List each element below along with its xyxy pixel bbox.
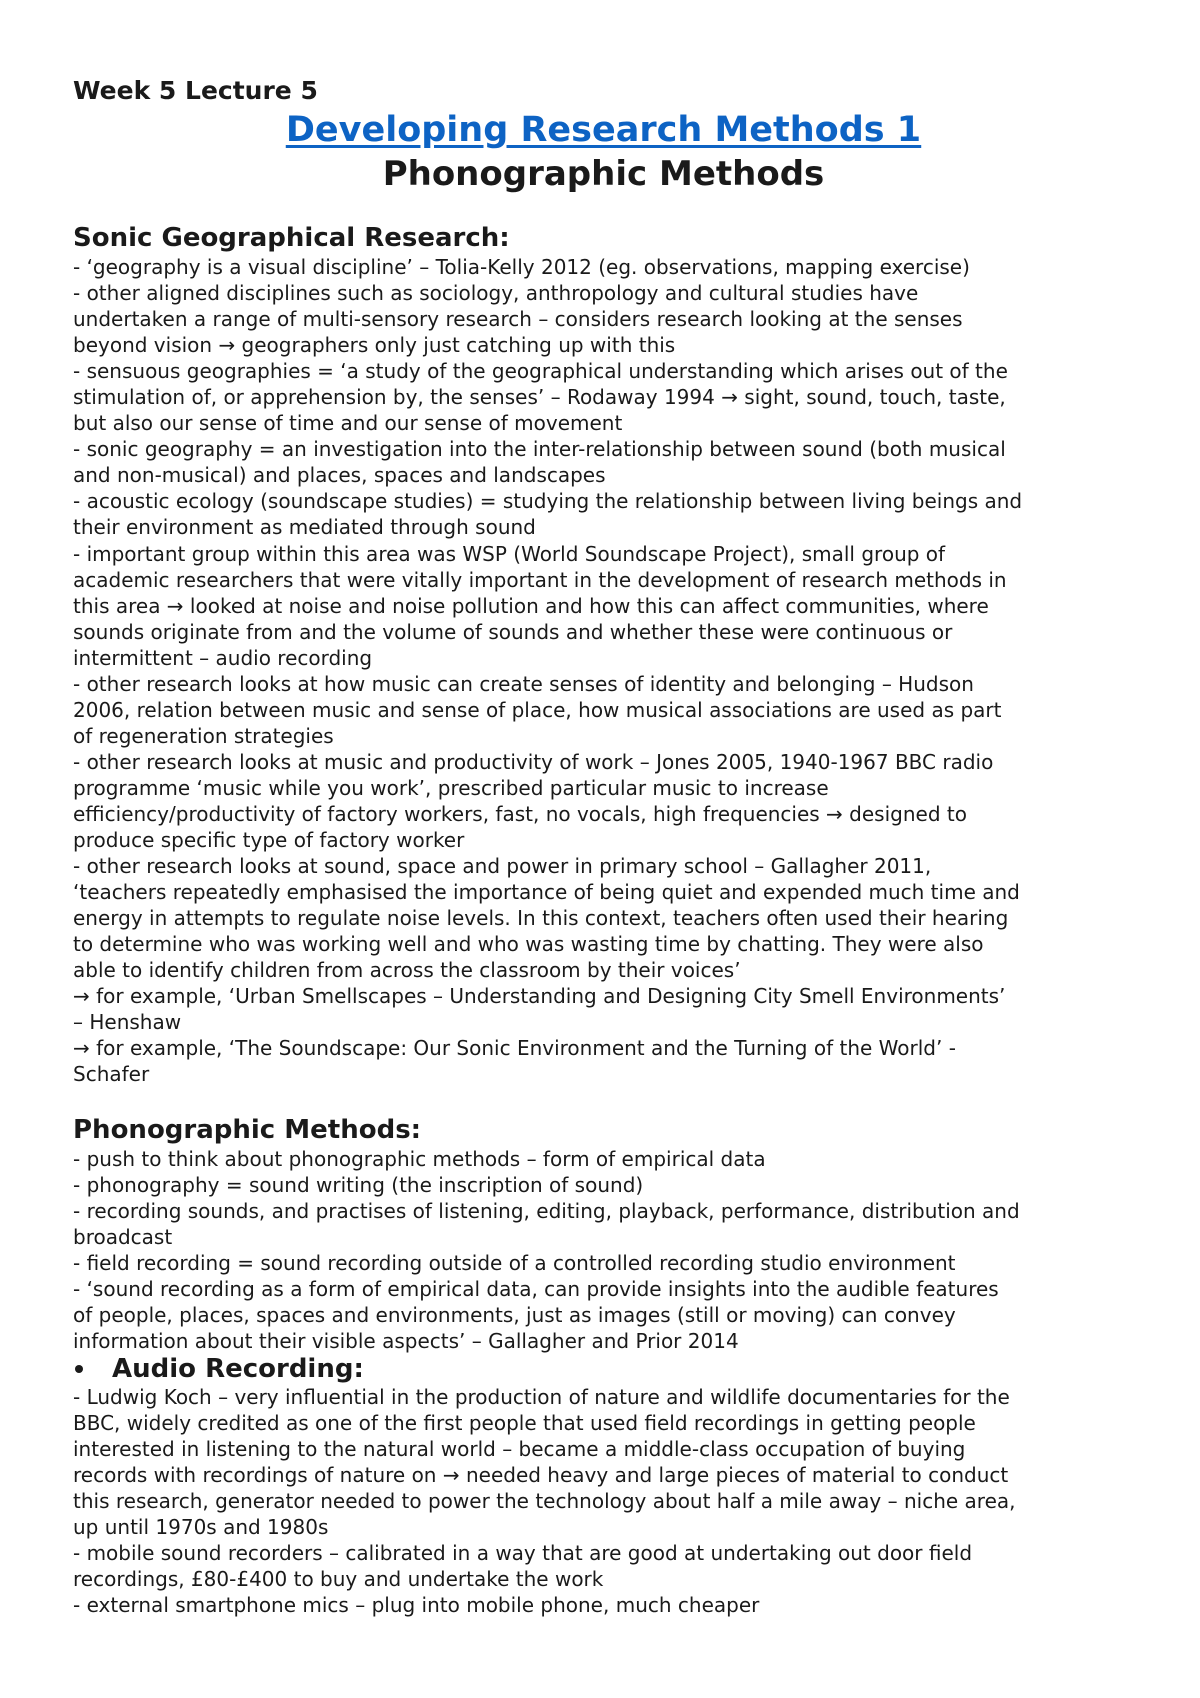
text-line: up until 1970s and 1980s — [73, 1515, 329, 1540]
text-line: - field recording = sound recording outside of a controlled recording studio environment — [73, 1250, 956, 1275]
document-title-link[interactable]: Developing Research Methods 1 — [285, 110, 922, 150]
text-line: - phonography = sound writing (the inscription of sound) — [73, 1172, 644, 1197]
week-label: Week 5 Lecture 5 — [73, 76, 318, 105]
text-line: - recording sounds, and practises of listening, editing, playback, performance, distribution and — [73, 1198, 1020, 1223]
text-line: their environment as mediated through sound — [73, 515, 536, 540]
text-line: - other research looks at sound, space and power in primary school – Gallagher 2011, — [73, 854, 932, 879]
text-line: sounds originate from and the volume of sounds and whether these were continuous or — [73, 619, 953, 644]
section-heading-phonographic-methods: Phonographic Methods: — [73, 1114, 422, 1145]
text-line: interested in listening to the natural world – became a middle-class occupation of buying — [73, 1436, 966, 1461]
document-subtitle: Phonographic Methods — [382, 154, 825, 194]
text-line: able to identify children from across the classroom by their voices’ — [73, 958, 741, 983]
text-line: Schafer — [73, 1062, 150, 1087]
text-line: information about their visible aspects’ – Gallagher and Prior 2014 — [73, 1328, 739, 1353]
subsection-heading-audio-recording — [73, 1354, 1134, 1384]
text-line: - acoustic ecology (soundscape studies) = studying the relationship between living beings and — [73, 489, 1023, 514]
text-line: but also our sense of time and our sense of movement — [73, 411, 623, 436]
section-heading-sonic-geography: Sonic Geographical Research: — [73, 223, 510, 253]
text-line: energy in attempts to regulate noise levels. In this context, teachers often used their hearing — [73, 906, 1009, 931]
text-line: produce specific type of factory worker — [73, 828, 465, 853]
text-line: - other research looks at music and productivity of work – Jones 2005, 1940-1967 BBC radio — [73, 749, 994, 774]
text-line: - push to think about phonographic methods – form of empirical data — [73, 1146, 766, 1171]
subsection-heading-text: Audio Recording: — [112, 1353, 364, 1384]
text-line: of regeneration strategies — [73, 723, 334, 748]
text-line: - Ludwig Koch – very influential in the production of nature and wildlife documentaries for the — [73, 1384, 1010, 1409]
subsection-body-audio-recording — [73, 1384, 1134, 1618]
text-line: undertaken a range of multi-sensory research – considers research looking at the senses — [73, 307, 963, 332]
text-line: – Henshaw — [73, 1010, 182, 1035]
text-line: - external smartphone mics – plug into mobile phone, much cheaper — [73, 1593, 760, 1618]
text-line: beyond vision → geographers only just catching up with this — [73, 333, 676, 358]
text-line: of people, places, spaces and environments, just as images (still or moving) can convey — [73, 1302, 956, 1327]
text-line: - sonic geography = an investigation into the inter-relationship between sound (both musical — [73, 437, 1006, 462]
text-line: efficiency/productivity of factory workers, fast, no vocals, high frequencies → designed to — [73, 801, 967, 826]
section-body-phonographic-methods — [73, 1146, 1134, 1354]
document-title[interactable] — [73, 108, 1134, 152]
text-line: programme ‘music while you work’, prescribed particular music to increase — [73, 775, 829, 800]
text-line: stimulation of, or apprehension by, the senses’ – Rodaway 1994 → sight, sound, touch, taste, — [73, 385, 1006, 410]
text-line: - other aligned disciplines such as sociology, anthropology and cultural studies have — [73, 281, 919, 306]
text-line: - sensuous geographies = ‘a study of the geographical understanding which arises out of the — [73, 359, 1008, 384]
text-line: ‘teachers repeatedly emphasised the importance of being quiet and expended much time and — [73, 880, 1020, 905]
text-line: - other research looks at how music can create senses of identity and belonging – Hudson — [73, 671, 974, 696]
text-line: and non-musical) and places, spaces and landscapes — [73, 463, 606, 488]
text-line: this research, generator needed to power the technology about half a mile away – niche area, — [73, 1489, 1016, 1514]
text-line: records with recordings of nature on → needed heavy and large pieces of material to conduct — [73, 1463, 1009, 1488]
bullet-icon — [75, 1365, 83, 1373]
text-line: - ‘geography is a visual discipline’ – Tolia-Kelly 2012 (eg. observations, mapping exercise) — [73, 255, 970, 279]
text-line: - important group within this area was WSP (World Soundscape Project), small group of — [73, 541, 946, 566]
text-line: intermittent – audio recording — [73, 645, 373, 670]
text-line: to determine who was working well and who was wasting time by chatting. They were also — [73, 932, 984, 957]
text-line: - mobile sound recorders – calibrated in a way that are good at undertaking out door field — [73, 1541, 973, 1566]
text-line: 2006, relation between music and sense of place, how musical associations are used as part — [73, 697, 1002, 722]
text-line: → for example, ‘The Soundscape: Our Sonic Environment and the Turning of the World’ - — [73, 1036, 956, 1061]
text-line: this area → looked at noise and noise pollution and how this can affect communities, where — [73, 593, 989, 618]
text-line: broadcast — [73, 1224, 173, 1249]
section-body-sonic-geography — [73, 254, 1134, 1088]
text-line: - ‘sound recording as a form of empirical data, can provide insights into the audible features — [73, 1276, 999, 1301]
text-line: → for example, ‘Urban Smellscapes – Understanding and Designing City Smell Environments’ — [73, 984, 1006, 1009]
text-line: BBC, widely credited as one of the first people that used field recordings in getting people — [73, 1410, 976, 1435]
text-line: academic researchers that were vitally important in the development of research methods in — [73, 567, 1007, 592]
text-line: recordings, £80-£400 to buy and undertake the work — [73, 1567, 604, 1592]
